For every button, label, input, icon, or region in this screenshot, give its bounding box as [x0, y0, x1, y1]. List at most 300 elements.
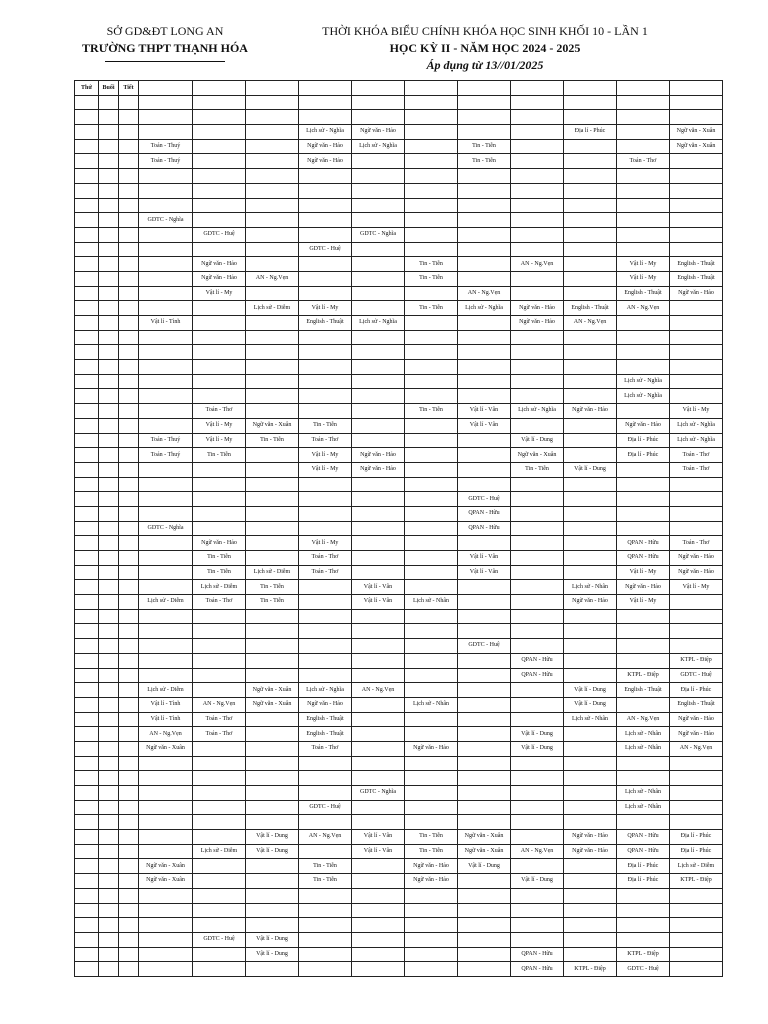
table-cell — [246, 330, 299, 345]
table-cell: QPAN - Hữu — [511, 947, 564, 962]
table-cell — [193, 139, 246, 154]
table-cell-blank — [119, 433, 139, 448]
table-cell: Vật lí - Vân — [352, 844, 405, 859]
table-cell — [458, 653, 511, 668]
table-row — [75, 418, 723, 433]
table-cell-blank — [119, 932, 139, 947]
table-cell — [352, 389, 405, 404]
table-cell-blank — [75, 800, 99, 815]
table-cell: Vật lí - My — [299, 536, 352, 551]
table-cell-blank — [99, 95, 119, 110]
table-cell — [511, 477, 564, 492]
table-cell — [511, 418, 564, 433]
table-cell-blank — [119, 154, 139, 169]
table-cell — [193, 316, 246, 331]
table-cell: Toán - Thơ — [193, 404, 246, 419]
table-cell — [458, 257, 511, 272]
table-cell — [617, 462, 670, 477]
table-cell: Tin - Tiễn — [405, 830, 458, 845]
table-cell — [670, 962, 723, 977]
table-row — [75, 404, 723, 419]
table-cell-blank — [75, 492, 99, 507]
table-cell — [193, 110, 246, 125]
table-cell — [670, 756, 723, 771]
document-title: THỜI KHÓA BIỂU CHÍNH KHÓA HỌC SINH KHỐI 10 - LẦN 1 — [322, 24, 648, 38]
table-cell-blank — [119, 653, 139, 668]
table-cell-blank — [75, 565, 99, 580]
table-cell — [564, 653, 617, 668]
table-cell: Toán - Thơ — [299, 433, 352, 448]
table-cell: AN - Ng.Vẹn — [617, 301, 670, 316]
school-name: TRƯỜNG THPT THẠNH HÓA — [82, 41, 248, 55]
table-cell — [458, 242, 511, 257]
table-cell: Tin - Tiễn — [511, 462, 564, 477]
table-cell: Toán - Thuý — [139, 448, 193, 463]
table-cell-blank — [119, 830, 139, 845]
table-cell — [193, 786, 246, 801]
table-cell — [670, 360, 723, 375]
table-cell — [139, 301, 193, 316]
table-cell-blank — [119, 95, 139, 110]
table-cell — [352, 257, 405, 272]
table-row — [75, 830, 723, 845]
table-cell: Ngữ văn - Xuân — [670, 139, 723, 154]
table-cell-blank — [75, 477, 99, 492]
table-row — [75, 565, 723, 580]
table-cell: Tin - Tiễn — [246, 595, 299, 610]
table-cell — [193, 506, 246, 521]
table-cell-blank — [99, 844, 119, 859]
table-cell — [299, 257, 352, 272]
table-cell — [617, 316, 670, 331]
table-cell — [139, 95, 193, 110]
table-cell: Vật lí - Vân — [458, 418, 511, 433]
table-cell: English - Thuật — [670, 697, 723, 712]
table-cell-blank — [119, 668, 139, 683]
table-cell — [352, 918, 405, 933]
table-cell — [458, 433, 511, 448]
table-row — [75, 448, 723, 463]
table-cell — [299, 110, 352, 125]
table-row — [75, 374, 723, 389]
table-cell — [193, 756, 246, 771]
table-cell — [139, 888, 193, 903]
table-cell-blank — [75, 609, 99, 624]
table-cell — [139, 815, 193, 830]
table-cell — [511, 330, 564, 345]
table-cell — [564, 198, 617, 213]
table-cell — [617, 815, 670, 830]
table-row — [75, 125, 723, 140]
table-cell — [617, 125, 670, 140]
table-cell — [564, 360, 617, 375]
table-cell — [617, 609, 670, 624]
table-cell-blank — [75, 433, 99, 448]
table-cell — [670, 918, 723, 933]
table-cell: Địa lí - Phúc — [670, 844, 723, 859]
table-cell — [352, 697, 405, 712]
table-cell-blank — [99, 301, 119, 316]
table-cell-blank — [75, 830, 99, 845]
table-cell-blank — [119, 595, 139, 610]
table-cell — [352, 477, 405, 492]
table-cell-blank — [99, 316, 119, 331]
table-cell-blank — [99, 286, 119, 301]
table-cell-blank — [119, 962, 139, 977]
table-cell — [670, 477, 723, 492]
table-cell — [352, 741, 405, 756]
table-cell: Lịch sử - Diễm — [246, 301, 299, 316]
table-cell-blank — [119, 462, 139, 477]
table-row — [75, 800, 723, 815]
table-cell-blank — [119, 815, 139, 830]
table-cell — [670, 242, 723, 257]
table-cell — [193, 345, 246, 360]
table-cell-blank — [119, 506, 139, 521]
table-cell — [246, 756, 299, 771]
table-cell — [564, 213, 617, 228]
table-cell: Toán - Thơ — [299, 551, 352, 566]
table-cell — [299, 786, 352, 801]
table-cell-blank — [119, 888, 139, 903]
table-cell — [564, 506, 617, 521]
table-cell: Ngữ văn - Hảo — [299, 697, 352, 712]
table-cell — [246, 624, 299, 639]
table-cell — [511, 639, 564, 654]
table-cell — [564, 286, 617, 301]
table-cell-blank — [75, 374, 99, 389]
table-cell-blank — [119, 727, 139, 742]
table-cell: QPAN - Hữu — [617, 844, 670, 859]
table-cell — [299, 169, 352, 184]
table-cell — [564, 786, 617, 801]
table-cell-blank — [75, 227, 99, 242]
table-cell — [299, 477, 352, 492]
table-cell — [564, 95, 617, 110]
table-cell — [670, 183, 723, 198]
table-cell: Tin - Tiễn — [193, 565, 246, 580]
table-cell — [670, 110, 723, 125]
table-cell — [139, 330, 193, 345]
table-cell: Tin - Tiễn — [405, 404, 458, 419]
table-cell — [564, 448, 617, 463]
table-cell — [352, 859, 405, 874]
table-cell — [564, 345, 617, 360]
table-cell — [405, 139, 458, 154]
table-cell — [246, 257, 299, 272]
table-cell-blank — [119, 125, 139, 140]
table-cell: Vật lí - Vân — [352, 595, 405, 610]
table-cell: Ngữ văn - Xuân — [139, 741, 193, 756]
table-row — [75, 595, 723, 610]
table-cell — [405, 389, 458, 404]
table-cell: Địa lí - Phúc — [617, 448, 670, 463]
table-cell: Ngữ văn - Xuân — [458, 830, 511, 845]
table-cell-blank — [119, 756, 139, 771]
table-cell — [564, 257, 617, 272]
table-cell: AN - Ng.Vẹn — [670, 741, 723, 756]
table-cell: Tin - Tiễn — [299, 874, 352, 889]
table-cell — [246, 477, 299, 492]
table-cell: English - Thuật — [299, 712, 352, 727]
table-row — [75, 139, 723, 154]
table-cell — [299, 595, 352, 610]
table-cell — [139, 830, 193, 845]
table-cell — [405, 360, 458, 375]
table-cell-blank — [99, 492, 119, 507]
table-row — [75, 330, 723, 345]
col-header-buoi: Buổi — [99, 81, 119, 96]
table-row — [75, 668, 723, 683]
table-cell — [458, 962, 511, 977]
table-cell — [405, 903, 458, 918]
table-cell-blank — [99, 859, 119, 874]
table-cell — [246, 448, 299, 463]
table-cell-blank — [99, 462, 119, 477]
table-cell-blank — [99, 932, 119, 947]
table-cell: Vật lí - Dung — [564, 683, 617, 698]
table-cell — [617, 227, 670, 242]
table-cell — [139, 565, 193, 580]
table-cell — [670, 506, 723, 521]
table-cell-blank — [75, 110, 99, 125]
table-cell: Lịch sử - Nhân — [564, 580, 617, 595]
table-row — [75, 874, 723, 889]
table-cell-blank — [75, 213, 99, 228]
table-cell-blank — [119, 903, 139, 918]
table-row — [75, 257, 723, 272]
table-cell — [352, 110, 405, 125]
table-cell — [139, 844, 193, 859]
table-cell: Toán - Thuý — [139, 433, 193, 448]
table-cell: KTPL - Điệp — [564, 962, 617, 977]
table-cell-blank — [99, 580, 119, 595]
table-cell — [564, 918, 617, 933]
table-cell: GDTC - Huệ — [299, 242, 352, 257]
table-cell: Vật lí - Dung — [246, 830, 299, 845]
table-cell-blank — [119, 786, 139, 801]
table-cell — [511, 345, 564, 360]
table-cell — [564, 169, 617, 184]
table-cell-blank — [99, 947, 119, 962]
table-cell: Toán - Thơ — [193, 712, 246, 727]
table-cell — [670, 947, 723, 962]
table-cell — [193, 521, 246, 536]
table-cell — [405, 786, 458, 801]
table-cell: Tin - Tiễn — [246, 580, 299, 595]
table-cell — [299, 506, 352, 521]
table-cell: Lịch sử - Nghĩa — [670, 418, 723, 433]
table-cell: Ngữ văn - Hảo — [670, 551, 723, 566]
table-cell — [458, 932, 511, 947]
table-cell: Ngữ văn - Xuân — [246, 418, 299, 433]
table-row — [75, 183, 723, 198]
table-cell — [458, 624, 511, 639]
table-cell-blank — [75, 257, 99, 272]
col-header-class — [458, 81, 511, 96]
table-cell — [405, 712, 458, 727]
table-cell — [670, 903, 723, 918]
table-cell — [299, 947, 352, 962]
table-cell — [139, 506, 193, 521]
table-cell — [246, 169, 299, 184]
table-cell: Tin - Tiễn — [405, 257, 458, 272]
table-cell-blank — [99, 741, 119, 756]
table-cell — [511, 771, 564, 786]
table-cell — [511, 492, 564, 507]
table-cell: Toán - Thơ — [670, 536, 723, 551]
table-row — [75, 536, 723, 551]
table-cell-blank — [99, 169, 119, 184]
table-cell — [246, 521, 299, 536]
table-cell — [670, 374, 723, 389]
table-cell: Toán - Thơ — [670, 462, 723, 477]
table-cell — [246, 139, 299, 154]
table-cell — [670, 213, 723, 228]
table-cell-blank — [99, 506, 119, 521]
table-cell — [564, 727, 617, 742]
table-cell — [511, 712, 564, 727]
table-cell — [299, 183, 352, 198]
table-cell — [246, 727, 299, 742]
table-cell — [617, 477, 670, 492]
table-row — [75, 683, 723, 698]
table-cell-blank — [119, 389, 139, 404]
table-cell — [246, 962, 299, 977]
table-cell — [564, 389, 617, 404]
table-cell — [139, 947, 193, 962]
table-cell — [299, 404, 352, 419]
table-cell — [670, 316, 723, 331]
table-cell — [139, 536, 193, 551]
table-cell — [139, 125, 193, 140]
table-cell — [352, 345, 405, 360]
table-cell: QPAN - Hữu — [511, 668, 564, 683]
table-cell: AN - Ng.Vẹn — [139, 727, 193, 742]
document-title-block — [290, 24, 680, 73]
table-cell-blank — [75, 874, 99, 889]
table-cell — [458, 918, 511, 933]
col-header-class — [299, 81, 352, 96]
table-cell — [299, 492, 352, 507]
table-cell: Ngữ văn - Hảo — [670, 727, 723, 742]
table-cell — [564, 477, 617, 492]
table-cell: Vật lí - My — [617, 257, 670, 272]
table-row — [75, 727, 723, 742]
table-cell — [511, 565, 564, 580]
table-cell: Lịch sử - Nhân — [405, 595, 458, 610]
table-cell — [139, 404, 193, 419]
table-cell: AN - Ng.Vẹn — [246, 271, 299, 286]
table-cell — [139, 624, 193, 639]
table-cell: Ngữ văn - Hảo — [193, 271, 246, 286]
table-cell — [299, 198, 352, 213]
table-cell: Vật lí - Dung — [564, 697, 617, 712]
table-cell-blank — [75, 653, 99, 668]
table-cell — [458, 360, 511, 375]
table-cell: GDTC - Nghĩa — [139, 213, 193, 228]
table-cell-blank — [75, 169, 99, 184]
header-row — [75, 81, 723, 96]
table-cell — [405, 668, 458, 683]
table-cell — [246, 404, 299, 419]
table-cell-blank — [119, 800, 139, 815]
table-cell: Ngữ văn - Hảo — [193, 257, 246, 272]
table-cell-blank — [75, 125, 99, 140]
table-cell — [458, 947, 511, 962]
table-cell-blank — [75, 242, 99, 257]
table-cell — [564, 756, 617, 771]
table-cell — [139, 903, 193, 918]
table-cell: Địa lí - Phúc — [617, 859, 670, 874]
table-cell — [564, 874, 617, 889]
table-cell — [511, 888, 564, 903]
table-cell: Ngữ văn - Hảo — [352, 448, 405, 463]
table-cell — [193, 389, 246, 404]
table-cell — [511, 183, 564, 198]
table-cell-blank — [119, 448, 139, 463]
table-cell — [405, 477, 458, 492]
table-cell — [352, 756, 405, 771]
table-row — [75, 697, 723, 712]
table-cell — [299, 932, 352, 947]
table-cell — [405, 932, 458, 947]
table-row — [75, 213, 723, 228]
table-cell: Tin - Tiễn — [299, 418, 352, 433]
table-cell — [352, 433, 405, 448]
table-row — [75, 198, 723, 213]
table-cell: Vật lí - My — [193, 418, 246, 433]
table-cell: Lịch sử - Nghĩa — [352, 139, 405, 154]
table-cell — [139, 668, 193, 683]
table-cell: Ngữ văn - Hảo — [564, 830, 617, 845]
table-cell-blank — [119, 301, 139, 316]
table-cell — [299, 271, 352, 286]
table-cell — [405, 609, 458, 624]
table-cell-blank — [99, 198, 119, 213]
table-cell-blank — [119, 213, 139, 228]
table-cell — [564, 521, 617, 536]
table-cell — [405, 815, 458, 830]
table-cell-blank — [99, 271, 119, 286]
table-cell: Vật lí - My — [299, 301, 352, 316]
table-cell: Toán - Thơ — [299, 741, 352, 756]
table-row — [75, 918, 723, 933]
table-cell — [511, 125, 564, 140]
table-cell: Ngữ văn - Hảo — [299, 154, 352, 169]
table-cell — [405, 727, 458, 742]
table-cell — [193, 169, 246, 184]
table-cell: GDTC - Huệ — [193, 932, 246, 947]
table-cell — [352, 536, 405, 551]
table-row — [75, 947, 723, 962]
table-cell — [564, 565, 617, 580]
table-cell: Tin - Tiễn — [246, 433, 299, 448]
table-cell: Lịch sử - Nghĩa — [299, 683, 352, 698]
table-cell — [511, 286, 564, 301]
table-cell — [564, 947, 617, 962]
table-cell-blank — [119, 624, 139, 639]
table-cell-blank — [75, 551, 99, 566]
table-cell: Ngữ văn - Hảo — [405, 859, 458, 874]
table-cell — [670, 169, 723, 184]
table-cell — [193, 771, 246, 786]
table-cell — [352, 286, 405, 301]
table-row — [75, 360, 723, 375]
table-cell-blank — [119, 242, 139, 257]
table-cell — [458, 345, 511, 360]
table-cell — [458, 727, 511, 742]
